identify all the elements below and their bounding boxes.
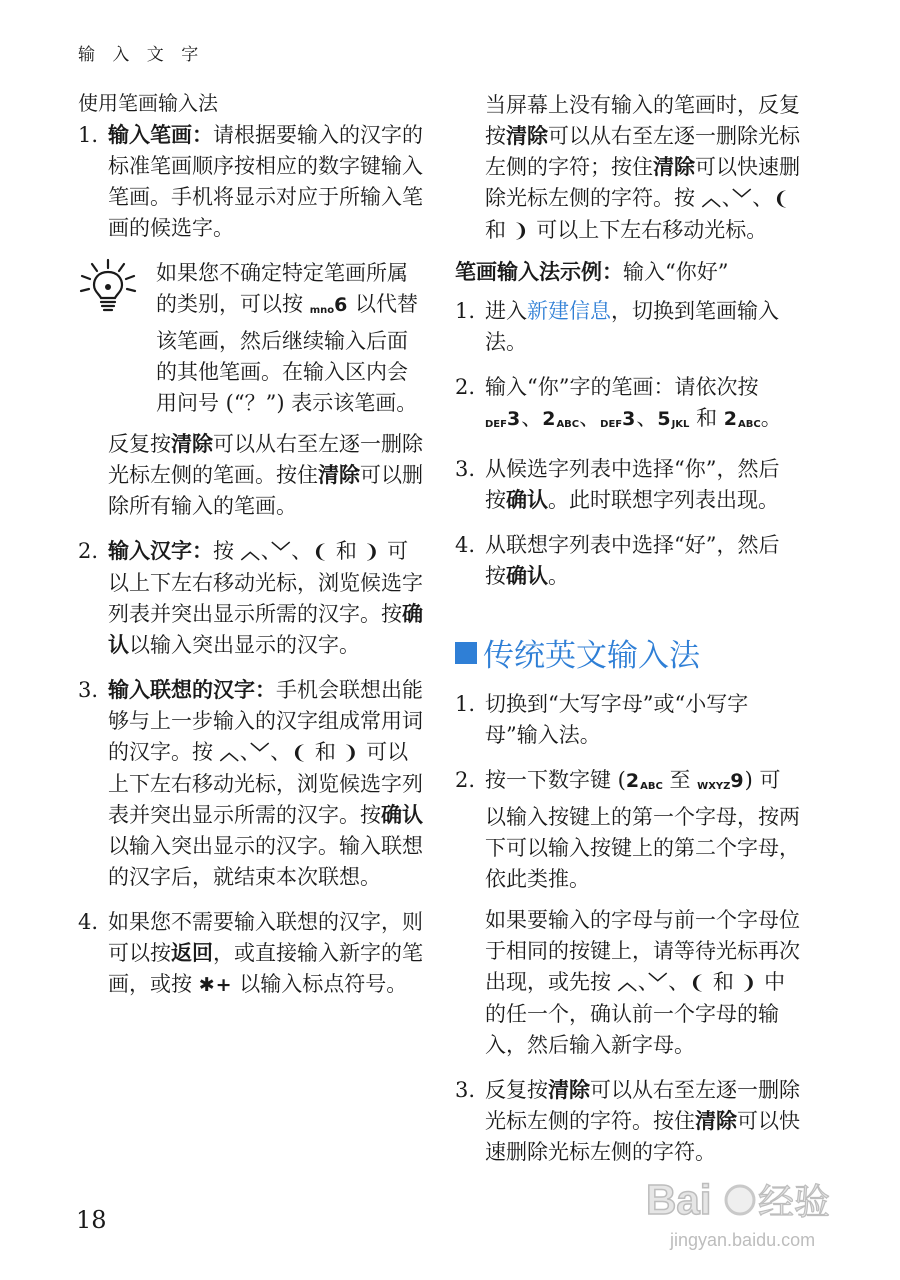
list-item xyxy=(78,907,423,1001)
step-text: 切换到“大写字母”或“小写字母”输入法。 xyxy=(485,692,749,747)
tip-note xyxy=(78,258,423,419)
list-item xyxy=(455,1075,800,1168)
tip-text: 如果您不确定特定笔画所属的类别，可以按 mno6 以代替该笔画，然后继续输入后面的其他笔画。在输入区内会用问号 (“？”) 表示该笔画。 xyxy=(156,261,419,415)
step-text: 输入汉字：按 ︿、﹀、❨ 和 ❩ 可以上下左右移动光标，浏览候选字列表并突出显示所需的汉字。按确认以输入突出显示的汉字。 xyxy=(108,539,423,657)
section-marker-icon xyxy=(455,642,477,664)
step-text: 输入联想的汉字：手机会联想出能够与上一步输入的汉字组成常用词的汉字。按 ︿、﹀、❨ 和 ❩ 可以上下左右移动光标，浏览候选字列表并突出显示所需的汉字。按确认以输入突出显示的汉字。输入联想的汉字后，就结束本次联想。 xyxy=(108,678,423,889)
step-number: 2. xyxy=(455,375,476,399)
step-text: 从联想字列表中选择“好”，然后按确认。 xyxy=(485,533,780,588)
step-text: 进入新建信息，切换到笔画输入法。 xyxy=(485,299,779,354)
step-number: 1. xyxy=(78,123,99,147)
step-number: 3. xyxy=(455,1078,476,1102)
svg-text:jingyan.baidu.com: jingyan.baidu.com xyxy=(670,1230,816,1250)
down-key-icon: ﹀ xyxy=(271,541,292,563)
right-key-icon: ❩ xyxy=(740,972,758,994)
step-text: 按一下数字键 (2ABC 至 WXYZ9) 可以输入按键上的第一个字母，按两下可以输入按键上的第二个字母，依此类推。 如果要输入的字母与前一个字母位于相同的按键上，请等待光标再次出现，或先按 ︿、﹀、❨ 和 ❩ 中的任一个，确认前一个字母的输入，然后输入新字母。 xyxy=(485,765,800,1061)
running-header: 输 入 文 字 xyxy=(78,45,205,65)
example-steps xyxy=(455,296,800,592)
up-key-icon: ︿ xyxy=(701,188,722,210)
step-number: 3. xyxy=(78,678,99,702)
continued-paragraph: 当屏幕上没有输入的笔画时，反复按清除可以从右至左逐一删除光标左侧的字符；按住清除可以快速删除光标左侧的字符。按 ︿、﹀、❨ 和 ❩ 可以上下左右移动光标。 xyxy=(485,93,800,242)
step-number: 4. xyxy=(455,533,476,557)
up-key-icon: ︿ xyxy=(617,972,638,994)
up-key-icon: ︿ xyxy=(219,742,240,764)
svg-text:Bai: Bai xyxy=(646,1176,712,1223)
left-key-icon: ❨ xyxy=(689,972,707,994)
english-steps xyxy=(455,689,800,1168)
left-column xyxy=(78,88,423,1015)
step-text: 反复按清除可以从右至左逐一删除光标左侧的字符。按住清除可以快速删除光标左侧的字符。 xyxy=(485,1078,800,1164)
up-key-icon: ︿ xyxy=(240,541,261,563)
list-item xyxy=(455,765,800,1061)
list-item xyxy=(455,296,800,358)
lightbulb-icon xyxy=(78,258,156,318)
step-text: 从候选字列表中选择“你”，然后按确认。此时联想字列表出现。 xyxy=(485,457,780,512)
list-item xyxy=(78,120,423,244)
step-number: 4. xyxy=(78,910,99,934)
step-note: 如果要输入的字母与前一个字母位于相同的按键上，请等待光标再次出现，或先按 ︿、﹀、❨ 和 ❩ 中的任一个，确认前一个字母的输入，然后输入新字母。 xyxy=(485,908,800,1057)
section-title-text: 传统英文输入法 xyxy=(483,638,700,674)
page-number: 18 xyxy=(76,1206,107,1234)
right-key-icon: ❩ xyxy=(363,541,381,563)
right-key-icon: ❩ xyxy=(342,742,360,764)
step-text: 输入“你”字的笔画：请依次按 DEF3、2ABC、DEF3、5JKL 和 2ABC。 xyxy=(485,375,782,430)
new-message-link[interactable]: 新建信息 xyxy=(527,299,611,323)
step-number: 3. xyxy=(455,457,476,481)
left-key-icon: ❨ xyxy=(773,188,791,210)
step-number: 2. xyxy=(78,539,99,563)
list-item xyxy=(455,689,800,751)
clear-paragraph: 反复按清除可以从右至左逐一删除光标左侧的笔画。按住清除可以删除所有输入的笔画。 xyxy=(108,432,423,518)
list-item xyxy=(78,675,423,893)
baidu-watermark-logo xyxy=(640,1162,850,1262)
list-item xyxy=(455,454,800,516)
example-heading: 笔画输入法示例：输入“你好” xyxy=(455,260,729,284)
steps-list-left-2 xyxy=(78,536,423,1001)
left-key-icon: ❨ xyxy=(291,742,309,764)
step-text: 输入笔画：请根据要输入的汉字的标准笔画顺序按相应的数字键输入笔画。手机将显示对应于所输入笔画的候选字。 xyxy=(108,123,423,240)
svg-text:经验: 经验 xyxy=(758,1181,831,1222)
down-key-icon: ﹀ xyxy=(732,188,753,210)
section-title xyxy=(455,630,800,675)
list-item xyxy=(455,372,800,440)
left-key-icon: ❨ xyxy=(312,541,330,563)
steps-list-left xyxy=(78,120,423,244)
step-text: 如果您不需要输入联想的汉字，则可以按返回，或直接输入新字的笔画，或按 ✱+ 以输入标点符号。 xyxy=(108,910,423,996)
right-column xyxy=(455,90,800,1182)
subheading-stroke-input: 使用笔画输入法 xyxy=(78,91,218,115)
right-key-icon: ❩ xyxy=(512,220,530,242)
star-key-icon: ✱+ xyxy=(198,974,233,996)
step-number: 1. xyxy=(455,299,476,323)
step-number: 1. xyxy=(455,692,476,716)
list-item xyxy=(455,530,800,592)
step-number: 2. xyxy=(455,768,476,792)
down-key-icon: ﹀ xyxy=(250,742,271,764)
down-key-icon: ﹀ xyxy=(648,972,669,994)
list-item xyxy=(78,536,423,661)
